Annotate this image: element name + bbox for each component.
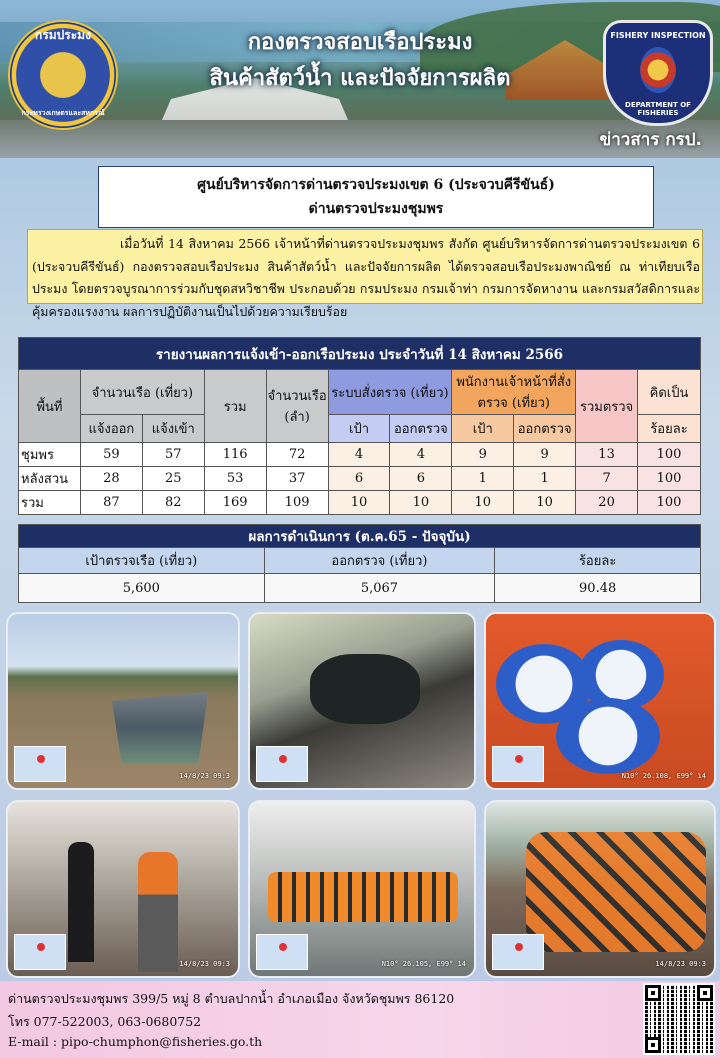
results-table xyxy=(18,524,701,603)
header-system-target: เป้า xyxy=(328,415,390,443)
crew-group xyxy=(268,872,458,922)
report-paragraph: เมื่อวันที่ 14 สิงหาคม 2566 เจ้าหน้าที่ด่านตรวจประมงชุมพร สังกัด ศูนย์บริหารจัดการด่านตรวจประมงเขต 6 (ประจวบคีรีขันธ์) กองตรวจสอบเรือประมง สินค้าสัตว์น้ำ และปัจจัยการผลิต ได้ตรวจสอบเรือประมงพาณิชย์ ณ ท่าเทียบเรือประมง โดยตรวจบูรณาการร่วมกับชุดสหวิชาชีพ ประกอบด้วย กรมประมง กรมเจ้าท่า กรมการจัดหางาน และกรมสวัสดิการและคุ้มครองแรงงาน ผลการปฏิบัติงานเป็นไปด้วยความเรียบร้อย xyxy=(27,229,703,304)
row-depart: 59 xyxy=(80,443,142,467)
office-title-line2: ด่านตรวจประมงชุมพร xyxy=(308,201,444,217)
qr-finder xyxy=(645,1037,661,1053)
qr-code-icon[interactable] xyxy=(643,983,715,1055)
row-sys-target: 10 xyxy=(328,491,390,515)
office-title-box xyxy=(98,166,654,228)
row-depart: 28 xyxy=(80,467,142,491)
header-title-line1: กองตรวจสอบเรือประมง xyxy=(247,30,473,55)
news-label: ข่าวสาร กรป. xyxy=(599,130,702,150)
results-header-target: เป้าตรวจเรือ (เที่ยว) xyxy=(19,548,265,574)
row-arrive: 25 xyxy=(142,467,204,491)
tub-shape xyxy=(556,698,660,774)
photo-timestamp: 14/8/23 09:3 xyxy=(179,772,230,780)
footer-phone: โทร 077-522003, 063-0680752 xyxy=(8,1014,202,1029)
row-total: 53 xyxy=(204,467,266,491)
row-total-inspected: 20 xyxy=(576,491,638,515)
crew-group xyxy=(526,832,706,952)
row-sys-target: 6 xyxy=(328,467,390,491)
office-title-line1: ศูนย์บริหารจัดการด่านตรวจประมงเขต 6 (ประจวบคีรีขันธ์) xyxy=(197,177,555,193)
logo-right-text-bottom: DEPARTMENT OF FISHERIES xyxy=(625,101,691,117)
row-sys-inspected: 6 xyxy=(390,467,452,491)
results-value-inspected: 5,067 xyxy=(264,574,495,603)
row-off-target: 10 xyxy=(452,491,514,515)
table-row xyxy=(19,443,701,467)
row-percent: 100 xyxy=(638,467,701,491)
header-total-inspected: รวมตรวจ xyxy=(576,370,638,443)
table-row-total xyxy=(19,491,701,515)
row-total: 116 xyxy=(204,443,266,467)
results-header-inspected: ออกตรวจ (เที่ยว) xyxy=(264,548,495,574)
logo-left-text-top: กรมประมง xyxy=(35,28,91,42)
footer-address: ด่านตรวจประมงชุมพร 399/5 หมู่ 8 ตำบลปากน้ำ อำเภอเมือง จังหวัดชุมพร 86120 xyxy=(8,991,455,1006)
row-off-target: 9 xyxy=(452,443,514,467)
daily-report-table xyxy=(18,337,701,515)
photo-fishing-boat-pier xyxy=(6,612,240,790)
map-thumbnail-icon xyxy=(492,934,544,970)
map-thumbnail-icon xyxy=(256,934,308,970)
photo-timestamp: 14/8/23 09:3 xyxy=(179,960,230,968)
row-area: รวม xyxy=(19,491,81,515)
photo-crew-lineup xyxy=(248,800,476,978)
photo-coordinates: N10° 26.105, E99° 14 xyxy=(381,960,466,968)
row-sys-target: 4 xyxy=(328,443,390,467)
row-depart: 87 xyxy=(80,491,142,515)
header-officer-inspected: ออกตรวจ xyxy=(514,415,576,443)
row-off-inspected: 10 xyxy=(514,491,576,515)
row-arrive: 57 xyxy=(142,443,204,467)
results-header-percent: ร้อยละ xyxy=(495,548,701,574)
header-officer-inspection: พนักงานเจ้าหน้าที่สั่งตรวจ (เที่ยว) xyxy=(452,370,576,415)
row-sys-inspected: 4 xyxy=(390,443,452,467)
map-thumbnail-icon xyxy=(256,746,308,782)
results-value-percent: 90.48 xyxy=(495,574,701,603)
header-officer-target: เป้า xyxy=(452,415,514,443)
header-area: พื้นที่ xyxy=(19,370,81,443)
row-arrive: 82 xyxy=(142,491,204,515)
row-area: ชุมพร xyxy=(19,443,81,467)
header-banner xyxy=(0,0,720,158)
photo-crew-on-deck xyxy=(484,800,716,978)
header-arrive: แจ้งเข้า xyxy=(142,415,204,443)
row-percent: 100 xyxy=(638,491,701,515)
logo-left-text-bottom: กระทรวงเกษตรและสหกรณ์ xyxy=(21,109,105,117)
row-boats: 37 xyxy=(266,467,328,491)
photo-timestamp: 14/8/23 09:3 xyxy=(655,960,706,968)
header-total: รวม xyxy=(204,370,266,443)
results-table-caption: ผลการดำเนินการ (ต.ค.65 - ปัจจุบัน) xyxy=(19,525,701,548)
row-total-inspected: 13 xyxy=(576,443,638,467)
map-thumbnail-icon xyxy=(14,746,66,782)
logo-right-text-top: FISHERY INSPECTION xyxy=(610,31,706,40)
photo-coordinates: N10° 26.108, E99° 14 xyxy=(621,772,706,780)
header-depart: แจ้งออก xyxy=(80,415,142,443)
map-thumbnail-icon xyxy=(492,746,544,782)
net-shape xyxy=(310,654,420,724)
row-percent: 100 xyxy=(638,443,701,467)
fish-emblem-icon xyxy=(640,47,676,93)
header-percent: ร้อยละ xyxy=(638,415,701,443)
photo-officers-inspection xyxy=(6,800,240,978)
table-row xyxy=(19,467,701,491)
footer-email[interactable]: E-mail : pipo-chumphon@fisheries.go.th xyxy=(8,1034,263,1049)
photo-ice-tubs xyxy=(484,612,716,790)
header-title-line2: สินค้าสัตว์น้ำ และปัจจัยการผลิต xyxy=(209,66,511,91)
header-boat-trips: จำนวนเรือ (เที่ยว) xyxy=(80,370,204,415)
boat-shape xyxy=(112,674,208,764)
row-total: 169 xyxy=(204,491,266,515)
row-off-target: 1 xyxy=(452,467,514,491)
officer-figure xyxy=(68,842,94,962)
results-value-target: 5,600 xyxy=(19,574,265,603)
row-off-inspected: 9 xyxy=(514,443,576,467)
map-thumbnail-icon xyxy=(14,934,66,970)
qr-finder xyxy=(645,985,661,1001)
footer-contact xyxy=(0,981,720,1058)
header-system-inspection: ระบบสั่งตรวจ (เที่ยว) xyxy=(328,370,452,415)
qr-finder xyxy=(697,985,713,1001)
row-total-inspected: 7 xyxy=(576,467,638,491)
report-table-caption: รายงานผลการแจ้งเข้า-ออกเรือประมง ประจำวันที่ 14 สิงหาคม 2566 xyxy=(19,338,701,370)
row-sys-inspected: 10 xyxy=(390,491,452,515)
row-boats: 109 xyxy=(266,491,328,515)
header-boat-count: จำนวนเรือ (ลำ) xyxy=(266,370,328,443)
photo-fishing-net xyxy=(248,612,476,790)
row-boats: 72 xyxy=(266,443,328,467)
header-system-inspected: ออกตรวจ xyxy=(390,415,452,443)
row-off-inspected: 1 xyxy=(514,467,576,491)
header-percent-top: คิดเป็น xyxy=(638,370,701,415)
row-area: หลังสวน xyxy=(19,467,81,491)
fishery-inspection-logo xyxy=(603,20,713,126)
crew-figure xyxy=(138,852,178,972)
